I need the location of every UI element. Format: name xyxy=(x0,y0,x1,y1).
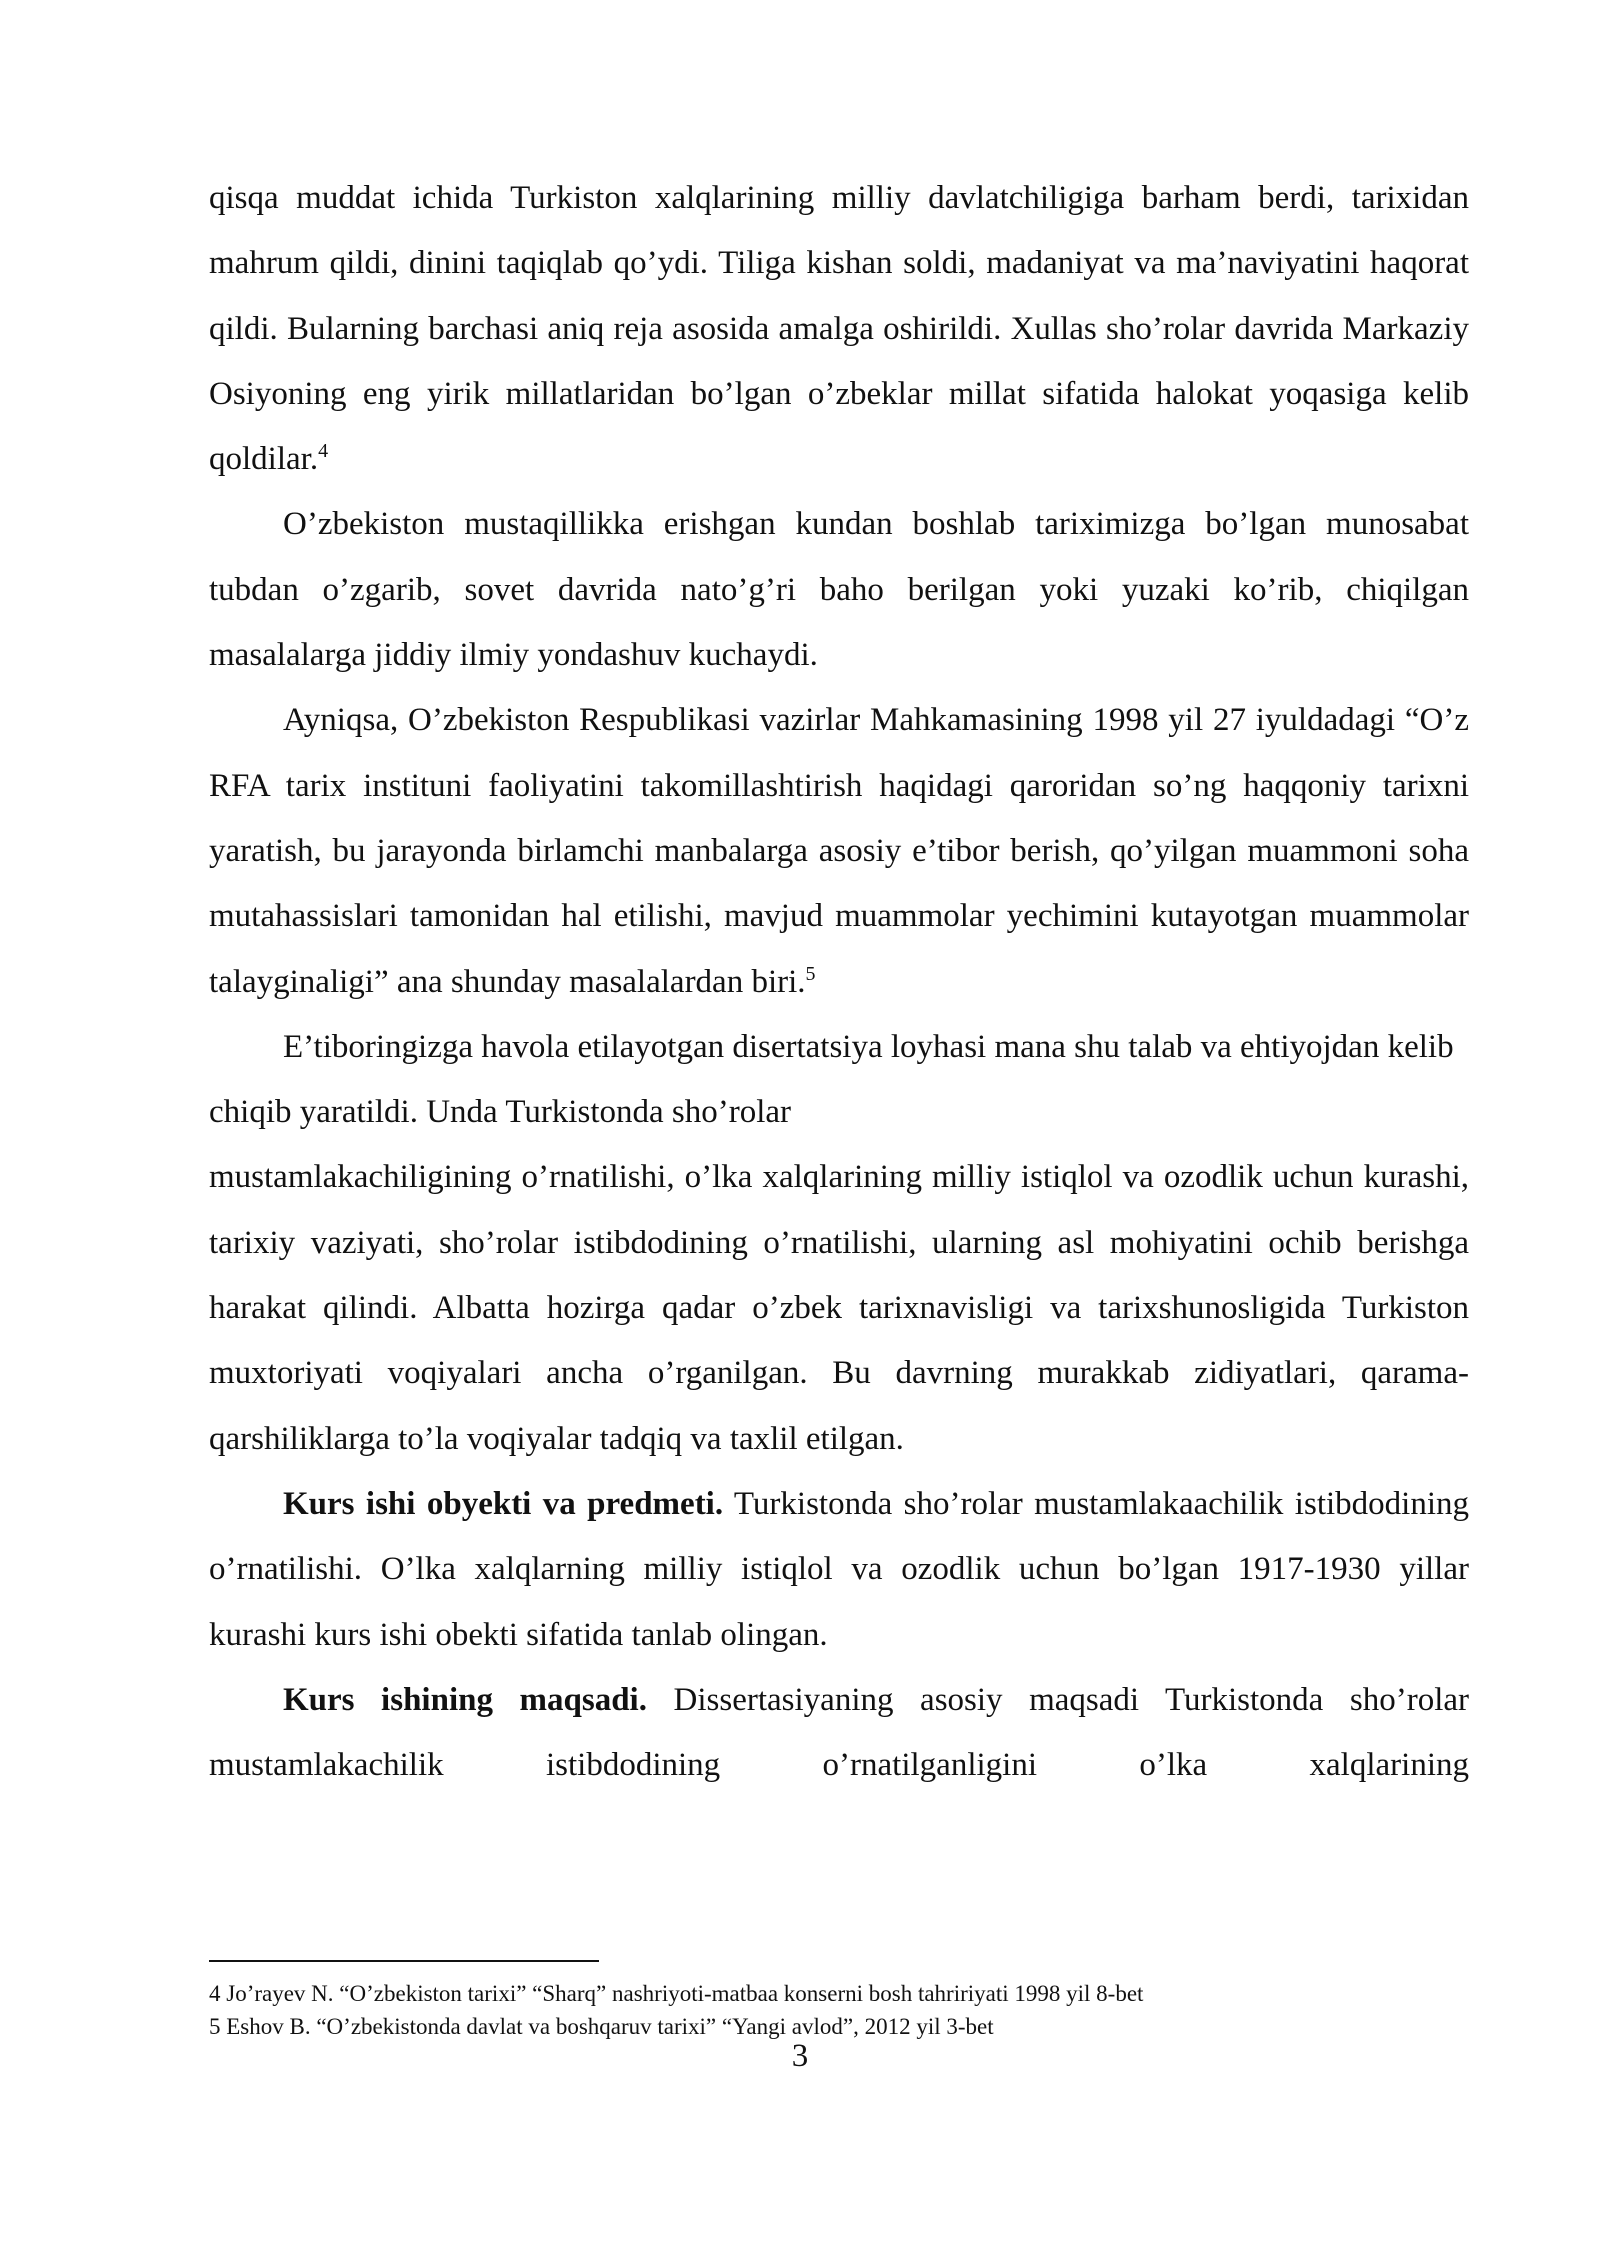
paragraph-1-text: qisqa muddat ichida Turkiston xalqlarining milliy davlatchiligiga barham berdi, tarixidan mahrum qildi, dinini taqiqlab qo’ydi. Tiliga kishan soldi, madaniyat va ma’naviyatini haqorat qildi. Bularning barchasi aniq reja asosida amalga oshirildi. Xullas sho’rolar davrida Markaziy Osiyoning eng yirik millatlaridan bo’lgan o’zbeklar millat sifatida halokat yoqasiga kelib qoldilar. xyxy=(209,180,1469,478)
footnote-separator xyxy=(209,1960,599,1962)
paragraph-4-continuation xyxy=(209,1145,1469,1471)
footnote-ref-4[interactable]: 4 xyxy=(318,440,329,463)
paragraph-2-text: O’zbekiston mustaqillikka erishgan kundan boshlab tariximizga bo’lgan munosabat tubdan o’zgarib, sovet davrida nato’g’ri baho berilgan yoki yuzaki ko’rib, chiqilgan masalalarga jiddiy ilmiy yondashuv kuchaydi. xyxy=(209,506,1469,674)
paragraph-4-first-lines xyxy=(209,1015,1469,1146)
paragraph-5-text: Turkistonda sho’rolar mustamlakaachilik istibdodining o’rnatilishi. O’lka xalqlarning milliy istiqlol va ozodlik uchun bo’lgan 1917-1930 yillar kurashi kurs ishi obekti sifatida tanlab olingan. xyxy=(209,1485,1469,1653)
paragraph-6-text: Dissertasiyaning asosiy maqsadi Turkistonda sho’rolar mustamlakachilik istibdodining o’rnatilganligini o’lka xalqlarining xyxy=(209,1681,1470,1784)
paragraph-6-heading: Kurs ishining maqsadi. xyxy=(283,1681,647,1718)
footnote-ref-5[interactable]: 5 xyxy=(805,962,816,985)
footnotes xyxy=(209,1977,1469,2043)
paragraph-4-line1: E’tiboringizga havola etilayotgan disertatsiya loyhasi mana shu talab va ehtiyojdan kelib chiqib yaratildi. Unda Turkistonda sho’rolar xyxy=(209,1028,1454,1131)
paragraph-6 xyxy=(209,1668,1469,1799)
footnote-4: 4 Jo’rayev N. “O’zbekiston tarixi” “Sharq” nashriyoti-matbaa konserni bosh tahririyati 1998 yil 8-bet xyxy=(209,1981,1144,2006)
page-number: 3 xyxy=(791,2038,809,2074)
paragraph-1 xyxy=(209,166,1469,492)
paragraph-5-heading: Kurs ishi obyekti va predmeti. xyxy=(283,1485,724,1522)
paragraph-4-rest: mustamlakachiligining o’rnatilishi, o’lka xalqlarining milliy istiqlol va ozodlik uchun kurashi, tarixiy vaziyati, sho’rolar istibdodining o’rnatilishi, ularning asl mohiyatini ochib berishga harakat qilindi. Albatta hozirga qadar o’zbek tarixnavisligi va tarixshunosligida Turkiston muxtoriyati voqiyalari ancha o’rganilgan. Bu davrning murakkab zidiyatlari, qarama-qarshiliklarga to’la voqiyalar tadqiq va taxlil etilgan. xyxy=(209,1159,1469,1457)
paragraph-3 xyxy=(209,688,1469,1014)
page-body xyxy=(209,166,1469,1798)
paragraph-3-text: Ayniqsa, O’zbekiston Respublikasi vazirlar Mahkamasining 1998 yil 27 iyuldadagi “O’z RFA tarix instituni faoliyatini takomillashtirish haqidagi qaroridan so’ng haqqoniy tarixni yaratish, bu jarayonda birlamchi manbalarga asosiy e’tibor berish, qo’yilgan muammoni soha mutahassislari tamonidan hal etilishi, mavjud muammolar yechimini kutayotgan muammolar talayginaligi” ana shunday masalalardan biri. xyxy=(209,702,1469,1000)
paragraph-5 xyxy=(209,1472,1469,1668)
paragraph-2 xyxy=(209,492,1469,688)
footnote-5: 5 Eshov B. “O’zbekistonda davlat va boshqaruv tarixi” “Yangi avlod”, 2012 yil 3-bet xyxy=(209,2014,994,2039)
